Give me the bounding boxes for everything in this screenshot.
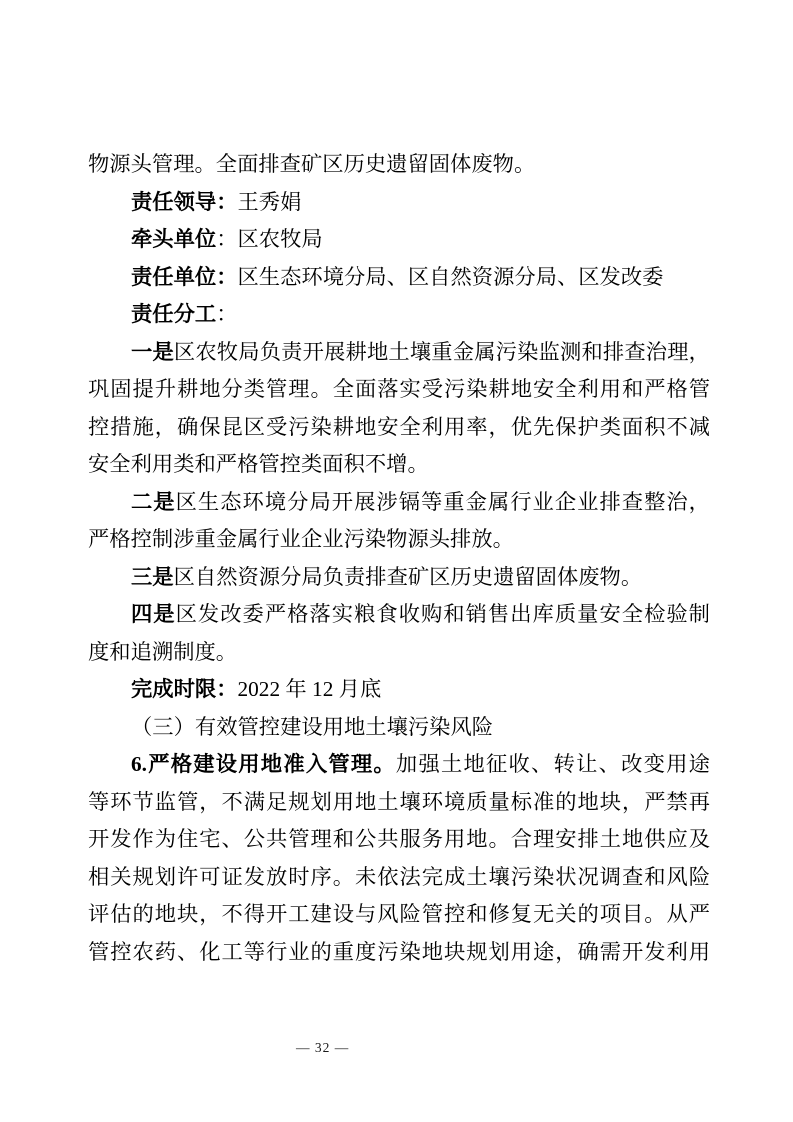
- text-line: [88, 934, 710, 972]
- text-line: [88, 371, 710, 409]
- para-duty-1: [88, 334, 710, 484]
- para-lead-unit: [88, 221, 710, 259]
- text-run: 区生态环境分局、区自然资源分局、区发改委: [237, 264, 664, 289]
- text-run-bold: 责任领导：: [131, 189, 238, 214]
- text-run: 管控农药、化工等行业的重度污染地块规划用途，确需开发利用: [88, 939, 710, 964]
- text-run-bold: 二是: [131, 489, 176, 514]
- text-line: [88, 521, 710, 559]
- para-section-heading: [88, 709, 710, 747]
- text-line: [88, 859, 710, 897]
- para-item-6: [88, 746, 710, 971]
- text-run-bold: 完成时限：: [131, 677, 238, 701]
- text-line: [88, 259, 710, 297]
- text-line: [88, 446, 710, 484]
- text-line: [88, 784, 710, 822]
- para-duty-4: [88, 596, 710, 671]
- text-run: 区生态环境分局开展涉镉等重金属行业企业排查整治，: [175, 489, 710, 514]
- text-run: 安全利用类和严格管控类面积不增。: [88, 452, 429, 476]
- text-line: [88, 634, 710, 672]
- text-run: 严格控制涉重金属行业企业污染物源头排放。: [88, 527, 514, 551]
- para-deadline: [88, 671, 710, 709]
- text-line: [88, 709, 710, 747]
- para-duty-division-heading: [88, 296, 710, 334]
- text-run: 等环节监管，不满足规划用地土壤环境质量标准的地块，严禁再: [88, 789, 710, 814]
- text-line: [88, 559, 710, 597]
- text-run: 区发改委严格落实粮食收购和销售出库质量安全检验制: [175, 602, 710, 626]
- text-line: [88, 896, 710, 934]
- text-line: [88, 821, 710, 859]
- text-run-bold: 四是: [131, 602, 176, 626]
- text-run: （三）有效管控建设用地土壤污染风险: [131, 714, 494, 739]
- text-run-bold: 责任单位：: [131, 264, 238, 289]
- text-run: 王秀娟: [237, 189, 302, 214]
- para-responsible-leader: [88, 184, 710, 222]
- para-duty-2: [88, 484, 710, 559]
- text-run: 区农牧局负责开展耕地土壤重金属污染监测和排查治理，: [173, 339, 710, 364]
- text-run: ：区农牧局: [216, 227, 323, 251]
- text-run: 开发作为住宅、公共管理和公共服务用地。合理安排土地供应及: [88, 827, 710, 851]
- text-line: [88, 184, 710, 222]
- text-run: 巩固提升耕地分类管理。全面落实受污染耕地安全利用和严格管: [88, 377, 710, 401]
- text-line: [88, 146, 710, 184]
- text-line: [88, 746, 710, 784]
- text-run: 相关规划许可证发放时序。未依法完成土壤污染状况调查和风险: [88, 864, 710, 889]
- text-line: [88, 296, 710, 334]
- text-run: ：: [216, 302, 238, 326]
- text-line: [88, 334, 710, 372]
- para-continuation: [88, 146, 710, 184]
- text-run-bold: 责任分工: [131, 302, 217, 326]
- para-responsible-units: [88, 259, 710, 297]
- text-run-bold: 一是: [131, 339, 174, 364]
- text-run-bold: 牵头单位: [131, 227, 217, 251]
- text-line: [88, 484, 710, 522]
- text-run: 控措施，确保昆区受污染耕地安全利用率，优先保护类面积不减: [88, 414, 710, 439]
- para-duty-3: [88, 559, 710, 597]
- text-run: 2022 年 12 月底: [237, 677, 382, 701]
- text-run-bold: 6.严格建设用地准入管理。: [131, 752, 396, 776]
- text-line: [88, 221, 710, 259]
- page-number: — 32 —: [296, 1040, 350, 1055]
- text-run: 评估的地块，不得开工建设与风险管控和修复无关的项目。从严: [88, 902, 710, 926]
- text-line: [88, 671, 710, 709]
- text-line: [88, 409, 710, 447]
- text-run: 物源头管理。全面排查矿区历史遗留固体废物。: [88, 152, 536, 176]
- document-body: [88, 146, 710, 971]
- text-run: 区自然资源分局负责排查矿区历史遗留固体废物。: [173, 564, 643, 589]
- text-run: 度和追溯制度。: [88, 639, 238, 664]
- text-run-bold: 三是: [131, 564, 174, 589]
- text-line: [88, 596, 710, 634]
- text-run: 加强土地征收、转让、改变用途: [395, 752, 710, 776]
